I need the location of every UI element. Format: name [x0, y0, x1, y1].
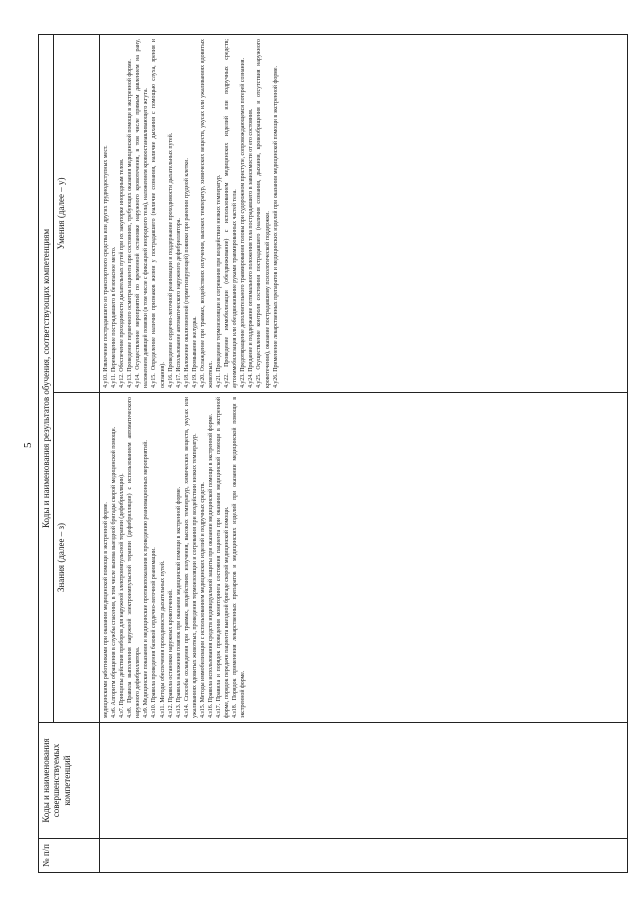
header-number: № п/п: [39, 839, 100, 873]
knowledge-item: 4.з17. Правила и порядок проведения мониторинга состояния пациента при оказании медицинской помощи в экстренной форме, порядок передачи пациента выездной бригаде скорой медицинской помощи.: [216, 397, 231, 718]
competency-table: [38, 34, 628, 873]
knowledge-item: 4.з13. Правила наложения повязок при оказании медицинской помощи в экстренной форме.: [175, 486, 182, 718]
skill-item: 4.у24. Придание и поддержание оптимального положения тела пострадавшего в зависимости от его состояния.: [248, 108, 255, 388]
skill-item: 4.у20. Охлаждение при травмах, воздействиях излучения, высоких температур, химических веществ, укусах или ужаливаниях ядовитых животных.: [199, 39, 215, 388]
knowledge-item: 4.з15. Методы иммобилизации с использованием медицинских изделий и подручных средств.: [199, 482, 206, 718]
header-codes: Коды и наименования совершенствуемых компетенций: [39, 723, 100, 839]
skill-item: 4.у21. Проведение термоизоляции и согревания при воздействии низких температур.: [216, 174, 223, 388]
row-codes-cell: [100, 723, 628, 839]
knowledge-item: 4.з11. Методы обеспечения проходимости дыхательных путей.: [159, 560, 166, 718]
skill-item: 4.у19. Промывание желудка.: [191, 316, 198, 388]
skill-item: 4.у13. Проведение первичного осмотра пациента при состояниях, требующих оказания медицинской помощи в экстренной форме.: [127, 59, 134, 388]
skill-item: 4.у11. Перемещение пострадавшего в безопасное место.: [111, 246, 118, 388]
header-results-group: Коды и наименования результатов обучения, соответствующих компетенциям: [39, 35, 54, 723]
knowledge-item: 4.з14. Способы охлаждения при травмах, воздействиях излучения, высоких температур, химических веществ, укусах или ужаливаниях ядовитых животных, проведения термоизоляции и согревания при воздействии низких температур.: [183, 397, 198, 718]
knowledge-item: 4.з16. Правила использования средств индивидуальной защиты при оказании медицинской помощи в экстренной форме.: [208, 413, 215, 718]
knowledge-item: 4.з8. Правила выполнения наружной электроимпульсной терапии (дефибрилляции) с использованием автоматического наружного дефибриллятора.: [127, 397, 142, 718]
skills-cell: [100, 35, 628, 393]
table-row: [100, 35, 628, 873]
page-number: 5: [22, 442, 34, 448]
skill-item: 4.у14. Осуществление мероприятий по временной остановке наружного кровотечения, в том числе прямым давлением на рану, наложением давящей повязки (в том числе с фиксацией инородного тела), наложением кровоостанавливающего жгута.: [135, 39, 150, 388]
knowledge-item: 4.з10. Правила проведения базовой сердечно-легочной реанимации.: [151, 547, 158, 718]
header-knowledge: Знания (далее – з): [54, 393, 100, 723]
knowledge-item: медицинскими работниками при оказании медицинской помощи в экстренной форме.: [103, 502, 109, 718]
skill-item: 4.у22. Проведение иммобилизации (обездвиживание) с использованием медицинских изделий или подручных средств; аутоиммобилизация или обездвиживание руками травмированных частей тела.: [224, 39, 239, 388]
skill-item: 4.у26. Применение лекарственных препаратов и медицинских изделий при оказании медицинской помощи в экстренной форме.: [272, 66, 279, 388]
knowledge-item: 4.з18. Порядок применения лекарственных препаратов и медицинских изделий при оказании медицинской помощи в экстренной форме.: [232, 397, 247, 718]
skill-item: 4.у23. Предотвращение дополнительного травмирования головы при судорожном приступе, сопровождающемся потерей сознания.: [240, 58, 247, 388]
skill-item: 4.у10. Извлечение пострадавшего из транспортного средства или других труднодоступных мест.: [103, 145, 109, 388]
skill-item: 4.у18. Наложение окклюзионной (герметизирующей) повязки при ранении грудной клетки.: [183, 158, 190, 388]
knowledge-item: 4.з7. Принципы действия приборов для наружной электроимпульсной терапии (дефибрилляции).: [119, 473, 126, 718]
skill-item: 4.у15. Определение наличия признаков жизни у пострадавшего (наличие сознания, наличие дыхания с помощью слуха, зрения и осязания).: [151, 39, 166, 388]
skill-item: 4.у17. Использование автоматического наружного дефибриллятора.: [175, 218, 182, 388]
row-number-cell: [100, 839, 628, 873]
skill-item: 4.у16. Проведение сердечно-легочной реанимации и поддержание проходимости дыхательных путей.: [167, 132, 174, 388]
header-skills: Умения (далее – у): [54, 35, 100, 393]
knowledge-item: 4.з9. Медицинские показания и медицинские противопоказания к проведению реанимационных мероприятий.: [143, 440, 150, 718]
knowledge-item: 4.з12. Правила остановки наружных кровотечений.: [167, 589, 174, 718]
skill-item: 4.у25. Осуществление контроля состояния пострадавшего (наличия сознания, дыхания, кровообращения и отсутствия наружного кровотечения), оказание пострадавшему психологической поддержки.: [256, 39, 271, 388]
table-rotated-wrapper: [38, 35, 628, 873]
knowledge-cell: [100, 393, 628, 723]
skill-item: 4.у12. Обеспечение проходимости дыхательных путей при их закупорке инородным телом.: [119, 158, 126, 388]
knowledge-item: 4.з6. Алгоритм обращения в службы спасения, в том числе вызова выездной бригады скорой медицинской помощи.: [111, 426, 118, 718]
